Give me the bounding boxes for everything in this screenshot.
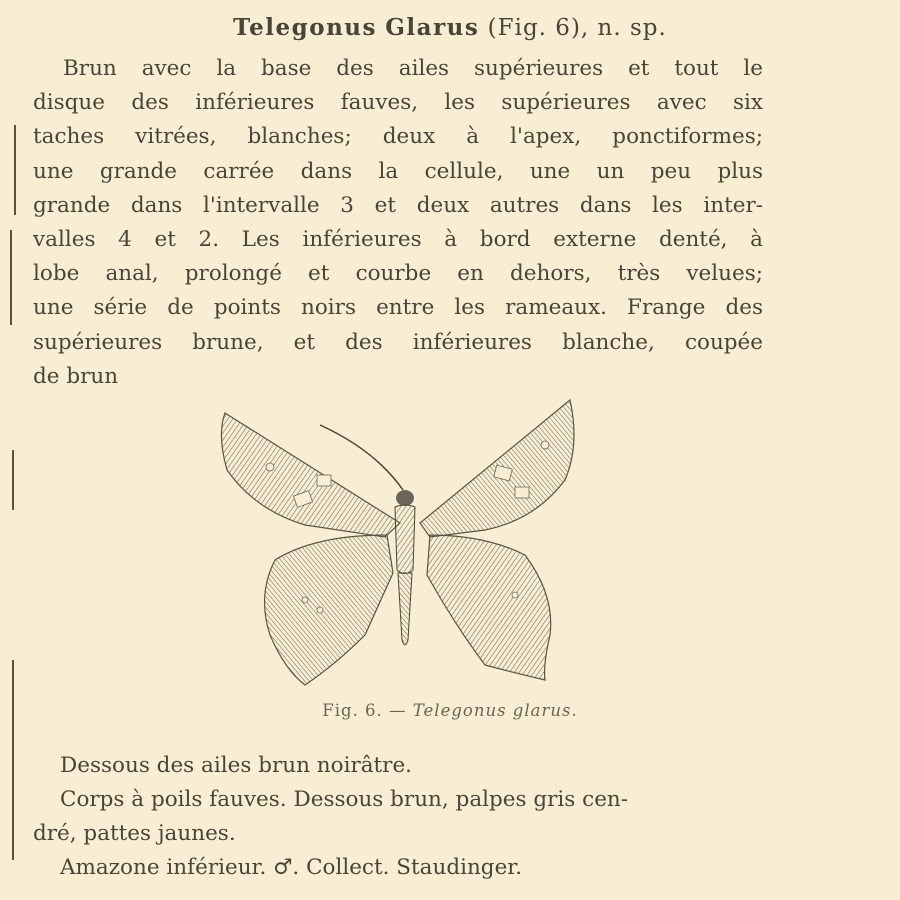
description-line: grande dans l'intervalle 3 et deux autres dans les inter- — [33, 192, 763, 218]
thorax — [395, 505, 415, 574]
margin-rule-top — [14, 125, 16, 215]
margin-rule-middle — [10, 230, 12, 325]
body-line-cont: dré, pattes jaunes. — [33, 821, 236, 846]
left-forewing — [221, 413, 400, 537]
locality-line: Amazone inférieur. ♂. Collect. Staudinger. — [60, 855, 523, 880]
description-line: valles 4 et 2. Les inférieures à bord externe denté, à — [33, 226, 763, 252]
butterfly-engraving — [215, 395, 585, 695]
description-line: taches vitrées, blanches; deux à l'apex, ponctiformes; — [33, 124, 763, 150]
head — [396, 490, 414, 506]
caption-species: Telegonus glarus. — [412, 701, 578, 720]
description-line: lobe anal, prolongé et courbe en dehors, très velues; — [33, 261, 763, 287]
figure-reference: (Fig. 6), n. sp. — [487, 15, 667, 41]
abdomen — [398, 573, 412, 645]
left-hindwing — [265, 535, 393, 685]
description-line: Brun avec la base des ailes supérieures et tout le — [63, 56, 763, 81]
description-line: une série de points noirs entre les rameaux. Frange des — [33, 295, 763, 321]
margin-rule-lower — [12, 450, 14, 510]
description-line: une grande carrée dans la cellule, une un peu plus — [33, 158, 763, 184]
description-line: supérieures brune, et des inférieures blanche, coupée — [33, 329, 763, 355]
figure-caption — [0, 701, 900, 720]
description-line: de brun — [33, 363, 119, 389]
caption-label: Fig. 6. — — [322, 701, 407, 720]
species-description — [33, 52, 763, 394]
body-line: Corps à poils fauves. Dessous brun, palpes gris cen- — [60, 787, 629, 812]
description-line: disque des inférieures fauves, les supérieures avec six — [33, 90, 763, 116]
species-name: Glarus — [385, 14, 480, 41]
margin-rule-bottom — [12, 660, 14, 860]
underside-line: Dessous des ailes brun noirâtre. — [60, 753, 413, 778]
genus-name: Telegonus — [233, 14, 377, 41]
species-heading — [0, 14, 900, 41]
right-hindwing — [427, 535, 551, 680]
